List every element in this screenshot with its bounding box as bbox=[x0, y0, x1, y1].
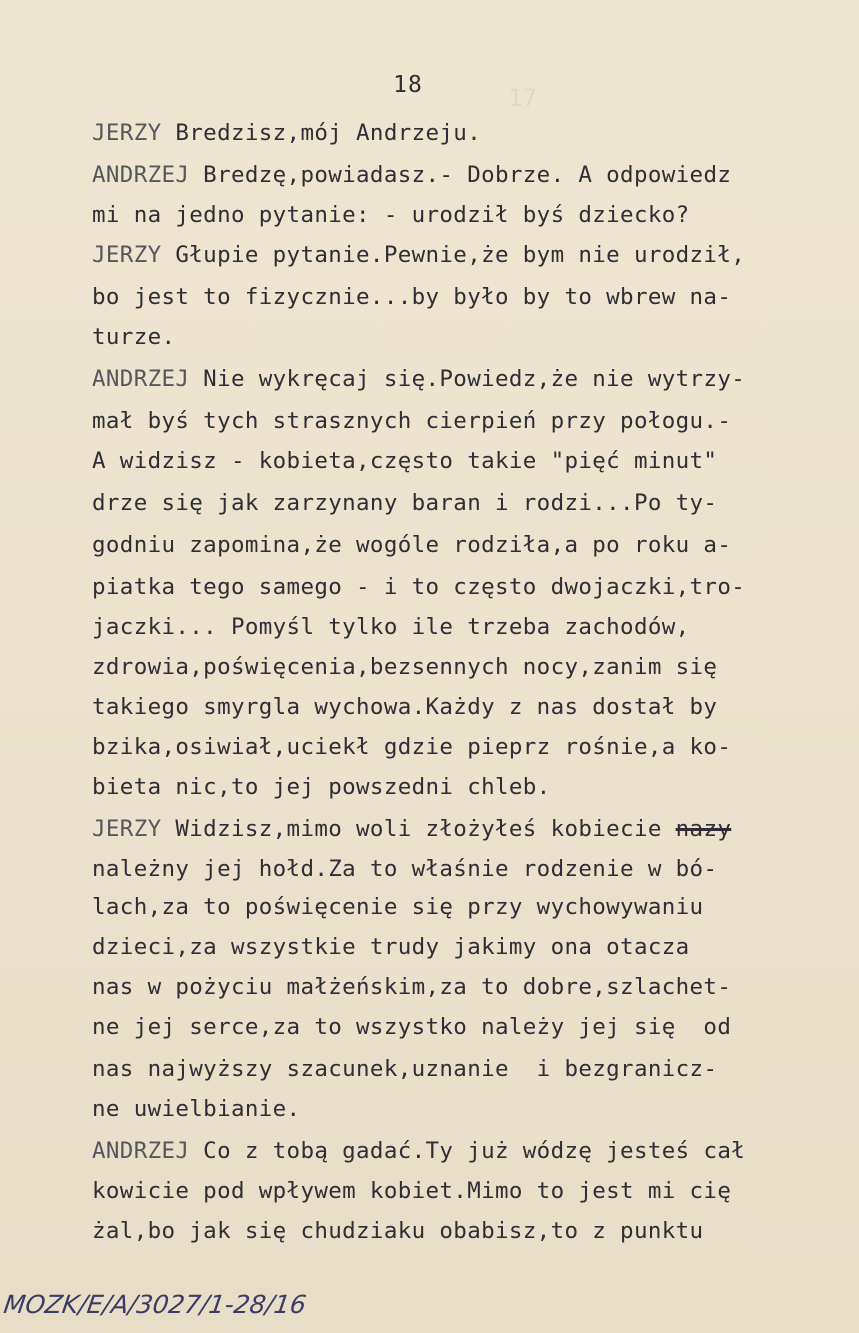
speaker-name: JERZY bbox=[92, 120, 162, 146]
text-line bbox=[92, 1054, 717, 1084]
line-text: bieta nic,to jej powszedni chleb. bbox=[92, 774, 551, 800]
speaker-name: ANDRZEJ bbox=[92, 162, 190, 188]
line-text: takiego smyrgla wychowa.Każdy z nas dostał by bbox=[92, 694, 718, 720]
line-text: bo jest to fizycznie...by było by to wbrew na- bbox=[92, 284, 732, 310]
bleed-through-page-number: 17 bbox=[508, 84, 537, 112]
text-line bbox=[92, 530, 731, 560]
speaker-name: JERZY bbox=[92, 242, 162, 268]
archive-signature: MOZK/E/A/3027/1-28/16 bbox=[1, 1290, 308, 1319]
line-text: jaczki... Pomyśl tylko ile trzeba zachodów, bbox=[92, 614, 690, 640]
line-text: Widzisz,mimo woli złożyłeś kobiecie bbox=[161, 816, 676, 842]
line-text: kowicie pod wpływem kobiet.Mimo to jest mi cię bbox=[92, 1178, 732, 1204]
line-text: drze się jak zarzynany baran i rodzi...Po ty- bbox=[92, 490, 718, 516]
line-text: Nie wykręcaj się.Powiedz,że nie wytrzy- bbox=[189, 366, 746, 392]
line-text: Bredzisz,mój Andrzeju. bbox=[161, 120, 482, 146]
line-text: zdrowia,poświęcenia,bezsennych nocy,zanim się bbox=[92, 654, 718, 680]
text-line bbox=[92, 1136, 745, 1166]
text-line bbox=[92, 200, 690, 230]
line-text: nas w pożyciu małżeńskim,za to dobre,szlachet- bbox=[92, 974, 732, 1000]
text-line bbox=[92, 1216, 703, 1246]
line-text: turze. bbox=[92, 324, 176, 350]
speaker-name: ANDRZEJ bbox=[92, 1138, 190, 1164]
line-text: dzieci,za wszystkie trudy jakimy ona otacza bbox=[92, 934, 690, 960]
line-text: mał byś tych strasznych cierpień przy połogu.- bbox=[92, 408, 732, 434]
text-line bbox=[92, 446, 717, 476]
text-line bbox=[92, 932, 690, 962]
speaker-name: JERZY bbox=[92, 816, 162, 842]
text-line bbox=[92, 972, 731, 1002]
text-line bbox=[92, 160, 731, 190]
line-text: Bredzę,powiadasz.- Dobrze. A odpowiedz bbox=[189, 162, 732, 188]
text-line bbox=[92, 1012, 731, 1042]
line-text: A widzisz - kobieta,często takie "pięć minut" bbox=[92, 448, 718, 474]
text-line bbox=[92, 364, 745, 394]
text-line bbox=[92, 854, 717, 884]
line-text: mi na jedno pytanie: - urodził byś dziecko? bbox=[92, 202, 690, 228]
text-line bbox=[92, 406, 731, 436]
speaker-name: ANDRZEJ bbox=[92, 366, 190, 392]
line-text: żal,bo jak się chudziaku obabisz,to z punktu bbox=[92, 1218, 704, 1244]
text-line bbox=[92, 692, 717, 722]
line-text: nas najwyższy szacunek,uznanie i bezgranicz- bbox=[92, 1056, 718, 1082]
text-line bbox=[92, 240, 745, 270]
page-number: 18 bbox=[393, 72, 423, 98]
text-line bbox=[92, 612, 690, 642]
text-line bbox=[92, 118, 481, 148]
text-line bbox=[92, 732, 731, 762]
text-line bbox=[92, 572, 745, 602]
text-line bbox=[92, 772, 551, 802]
text-line bbox=[92, 322, 175, 352]
text-line bbox=[92, 814, 731, 844]
line-text: lach,za to poświęcenie się przy wychowywaniu bbox=[92, 894, 704, 920]
line-text: Głupie pytanie.Pewnie,że bym nie urodził, bbox=[161, 242, 746, 268]
text-line bbox=[92, 892, 703, 922]
text-line bbox=[92, 1176, 731, 1206]
line-text: Co z tobą gadać.Ty już wódzę jesteś cał bbox=[189, 1138, 746, 1164]
line-text: ne jej serce,za to wszystko należy jej się od bbox=[92, 1014, 732, 1040]
text-line bbox=[92, 1094, 300, 1124]
text-line bbox=[92, 282, 731, 312]
line-text: godniu zapomina,że wogóle rodziła,a po roku a- bbox=[92, 532, 732, 558]
line-text: należny jej hołd.Za to właśnie rodzenie w bó- bbox=[92, 856, 718, 882]
line-text: bzika,osiwiał,uciekł gdzie pieprz rośnie,a ko- bbox=[92, 734, 732, 760]
line-text: ne uwielbianie. bbox=[92, 1096, 301, 1122]
text-line bbox=[92, 488, 717, 518]
text-line bbox=[92, 652, 717, 682]
struck-out-word: nazy bbox=[675, 816, 732, 842]
line-text: piatka tego samego - i to często dwojaczki,tro- bbox=[92, 574, 746, 600]
